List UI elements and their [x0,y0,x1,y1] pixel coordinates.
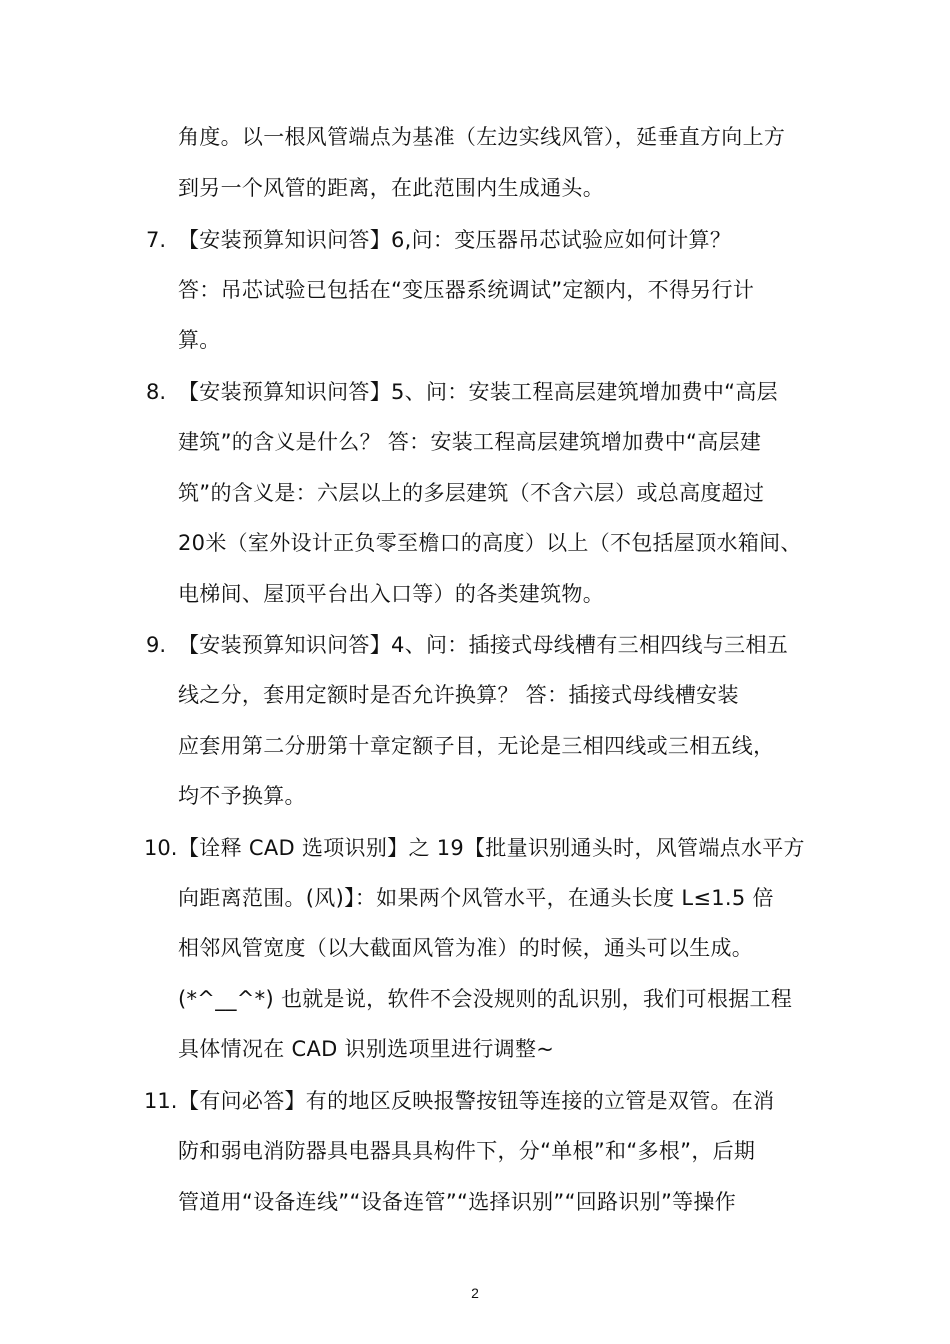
item-10-number: 10. [144,836,178,860]
item-9-line-1: 【安装预算知识问答】4、问：插接式母线槽有三相四线与三相五 [178,633,789,657]
item-7-line-2: 答：吊芯试验已包括在“变压器系统调试”定额内，不得另行计 [178,278,755,302]
item-8-number: 8. [146,380,167,404]
item-9-line-4: 均不予换算。 [178,784,306,808]
item-7-line-1: 【安装预算知识问答】6,问：变压器吊芯试验应如何计算？ [178,228,732,252]
item-9-line-2: 线之分，套用定额时是否允许换算？ 答：插接式母线槽安装 [178,683,739,707]
item-11-line-3: 管道用“设备连线”“设备连管”“选择识别”“回路识别”等操作 [178,1190,737,1214]
item-8-line-4: 20米（室外设计正负零至檐口的高度）以上（不包括屋顶水箱间、 [178,531,802,555]
item-10-line-3: 相邻风管宽度（以大截面风管为准）的时候，通头可以生成。 [178,936,754,960]
item-8-line-1: 【安装预算知识问答】5、问：安装工程高层建筑增加费中“高层 [178,380,778,404]
item-9-number: 9. [146,633,167,657]
item-7-number: 7. [146,228,167,252]
item-10-line-5: 具体情况在 CAD 识别选项里进行调整~ [178,1037,555,1061]
item-8-line-2: 建筑”的含义是什么？ 答：安装工程高层建筑增加费中“高层建 [178,430,762,454]
item-7-line-3: 算。 [178,328,221,352]
item-9-line-3: 应套用第二分册第十章定额子目，无论是三相四线或三相五线， [178,734,775,758]
item-8-line-3: 筑”的含义是：六层以上的多层建筑（不含六层）或总高度超过 [178,481,765,505]
lead-line-2: 到另一个风管的距离，在此范围内生成通头。 [178,176,604,200]
item-10-line-2: 向距离范围。(风)】：如果两个风管水平，在通头长度 L≤1.5 倍 [178,886,774,910]
item-11-line-2: 防和弱电消防器具电器具具构件下，分“单根”和“多根”，后期 [178,1139,756,1163]
item-11-line-1: 【有问必答】有的地区反映报警按钮等连接的立管是双管。在消 [178,1089,775,1113]
item-10-line-4: (*^__^*) 也就是说，软件不会没规则的乱识别，我们可根据工程 [178,987,793,1011]
page-number: 2 [471,1285,479,1301]
item-11-number: 11. [144,1089,178,1113]
lead-line-1: 角度。以一根风管端点为基准（左边实线风管），延垂直方向上方 [178,125,786,149]
item-8-line-5: 电梯间、屋顶平台出入口等）的各类建筑物。 [178,582,604,606]
item-10-line-1: 【诠释 CAD 选项识别】之 19【批量识别通头时，风管端点水平方 [178,836,805,860]
